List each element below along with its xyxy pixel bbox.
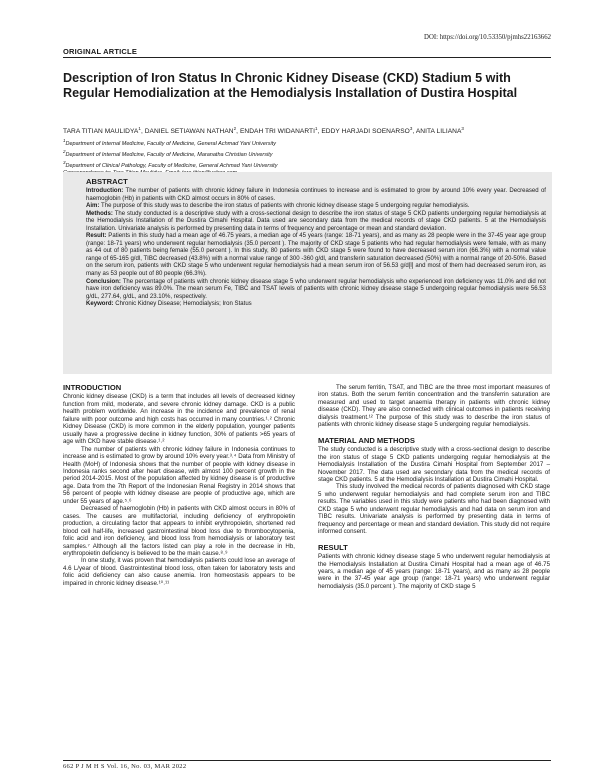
author-name: DANIEL SETIAWAN NATHAN	[144, 128, 234, 136]
body-paragraph: Decreased of haemoglobin (Hb) in patients with CKD almost occurs in 80% of cases. The causes are multifactorial, including deficiency of erythropoietin production, a circulating factor that appears to inhibit erythropoietin, shortened red blood cell half-life, increased gastrointestinal blood loss due to thrombocytopenia, folic acid and iron deficiency, and blood loss from hemodialysis or laboratory test samples.⁷ Although all the factors listed can play a role in the decrease in Hb, erythropoietin deficiency is believed to be the main cause.⁸˒⁹	[63, 505, 295, 557]
body-paragraph: The number of patients with chronic kidney failure in Indonesia continues to increase and is estimated to grow by around 10% every year.³˒⁴ Data from Ministry of Health (MoH) of Indonesia shows that the number of people with kidney disease in Indonesia ranks second after heart disease, with almost 100 percent growth in the period 2014-2015. Most of the population affected by kidney disease is of productive age. Data from the 7th Report of the Indonesian Renal Registry in 2014 shows that 56 percent of people with kidney disease are people of productive age, which are under 55 years of age.⁵˒⁶	[63, 445, 295, 505]
footer-divider	[63, 760, 551, 761]
abstract-keywords: Keyword: Chronic Kidney Disease; Hemodialysis; Iron Status	[86, 301, 252, 308]
author-name: ENDAH TRI WIDANARTI	[239, 128, 316, 136]
abstract-aim: Aim: The purpose of this study was to describe the iron status of patients with chronic kidney disease stage 5 undergoing regular hemodialysis.	[86, 203, 470, 210]
result-heading: RESULT	[318, 542, 348, 552]
abstract-result: Result: Patients in this study had a mean age of 46.75 years, a median age of 45 years (range: 18-71 years), and as many as 28 people were in the 37-45 year age group (range: 18-71 years) who underwent regular hemodialysis (35.0 percent ). The majority of CKD stage 5 patients who had regular hemodialysis were female, with as many as 44 out of 80 patients being female (55.0 percent ). In this study, 80 patients with CKD stage 5 were found to have decreased serum iron (66.3%) with a normal value range of 65-165 g/dl, TIBC decreased (43.8%) with a normal value range of 300 -360 g/dl, and transferin saturation decreased (50%) with a normal range of 20-50%. Based on the serum iron, patients with CKD stage 5 who underwent regular hemodialysis had a mean serum iron of 56.53 g/d[l] and most of them had decreased serum iron, as many as 53 people out of 80 people (66.3%).	[86, 233, 546, 278]
introduction-heading: INTRODUCTION	[63, 383, 122, 392]
body-paragraph: Chronic kidney disease (CKD) is a term that includes all levels of decreased kidney function from mild, moderate, and severe chronic kidney damage. CKD is a public health problem worldwide. An increase in the incidence and prevalence of renal failure with poor outcome and high costs has occurred in many countries.¹˒² Chronic Kidney Disease (CKD) is more common in the elderly population, younger patients usually have a progressive decline in kidney function, 30% of patients >65 years of age with CKD have stable disease.¹˒²	[63, 393, 295, 446]
body-paragraph: This study involved the medical records of patients diagnosed with CKD stage 5 who underwent regular hemodialysis and had complete serum iron and TIBC results. The variables used in this study were patients who had been diagnosed with CKD stage 5 who underwent regular hemodialysis and had data on serum iron and TIBC results. Univariate analysis is performed by presenting data in terms of frequency and percentage or mean and standard deviation. This study did not require informed consent.	[318, 483, 550, 536]
article-type-label: ORIGINAL ARTICLE	[63, 47, 138, 56]
header-divider	[63, 57, 551, 58]
abstract-conclusion: Conclusion: The percentage of patients with chronic kidney disease stage 5 who underwent regular hemodialysis who experienced iron deficiency was 11.0% and did not have iron deficiency was 89.0%. The mean serum Fe, TIBC and TSAT levels of patients with chronic kidney disease stage 5 undergoing regular hemodialysis were 56.53 g/dL, 277.64, g/dL, and 23.10%, respectively.	[86, 278, 546, 300]
affiliation: $^3$Department of Clinical Pathology, Faculty of Medicine, General Achmad Yani University	[63, 160, 278, 169]
abstract-introduction: Introduction: The number of patients with chronic kidney failure in Indonesia continues to increase and is estimated to grow by around 10% every year. Decreased of haemoglobin (Hb) in patients with CKD almost occurs in 80% of cases.	[86, 188, 546, 202]
body-paragraph: The serum ferritin, TSAT, and TIBC are the three most important measures of iron status. Both the serum ferritin concentration and the transferrin saturation are measured and used to target anaemia therapy in patients with chronic kidney disease (CKD). They are also connected with clinical outcomes in patients receiving dialysis treatment.¹² The purpose of this study was to describe the iron status of patients with chronic kidney disease stage 5 undergoing regular hemodialysis.	[318, 384, 550, 429]
affiliation: $^1$Department of Internal Medicine, Faculty of Medicine, General Achmad Yani University	[63, 138, 277, 147]
doi-link[interactable]: DOI: https://doi.org/10.53350/pjmhs22163662	[424, 34, 551, 41]
body-paragraph: The study conducted is a descriptive study with a cross-sectional design to describe the iron status of stage 5 CKD patients undergoing regular hemodialysis at the Hemodialysis Installation of the Dustira Cimahi Hospital from September 2017 – November 2017. The data used are secondary data from the medical records of stage CKD patients. 5 at the Hemodialysis Installation at Dustira Cimahi Hospital.	[318, 446, 550, 483]
affiliation: $^2$Department of Internal Medicine, Faculty of Medicine, Maranatha Christian University	[63, 149, 273, 158]
author-name: ANITA LILIANA	[415, 128, 462, 136]
author-list: TARA TITIAN MAULIDYA$^1$, DANIEL SETIAWAN NATHAN$^2$, ENDAH TRI WIDANARTI$^1$, EDDY HARJADI SOENARSO$^3$, ANITA LILIANA$^3$	[63, 126, 464, 136]
body-paragraph: Patients with chronic kidney disease stage 5 who underwent regular hemodialysis at the Hemodialysis Installation at Dustira Cimahi Hospital had a mean age of 46.75 years, a median age of 45 years (range: 18-71 years), and as many as 28 people were in the 37-45 year age group (range: 18-71 years) who underwent regular hemodialysis (35.0 percent ). The majority of CKD stage 5	[318, 553, 550, 590]
methods-heading: MATERIAL AND METHODS	[318, 435, 415, 445]
page-footer: 662 P J M H S Vol. 16, No. 03, MAR 2022	[63, 763, 187, 770]
abstract-box	[63, 172, 552, 374]
article-title: Description of Iron Status In Chronic Kidney Disease (CKD) Stadium 5 with Regular Hemodialization at the Hemodialysis Installation of Dustira Hospital	[63, 71, 518, 101]
body-paragraph: In one study, it was proven that hemodialysis patients could lose an average of 4.6 L/year of blood. Gastrointestinal blood loss, often taken for laboratory tests and folic acid deficiency can also cause anemia. Iron homeostasis appears to be impaired in chronic kidney disease.¹⁰˒¹¹	[63, 557, 295, 587]
author-name: EDDY HARJADI SOENARSO	[321, 128, 410, 136]
abstract-methods: Methods: The study conducted is a descriptive study with a cross-sectional design to describe the iron status of stage 5 CKD patients undergoing regular hemodialysis at the Hemodialysis Installation of the Dustira Cimahi Hospital. Data used are secondary data from the medical records of stage CKD patients. 5 at the Hemodialysis Installation. Univariate analysis is performed by presenting data in terms of frequency and percentage or mean and standard deviation.	[86, 210, 546, 232]
left-column	[63, 384, 295, 587]
abstract-heading: ABSTRACT	[86, 177, 128, 186]
author-name: TARA TITIAN MAULIDYA	[63, 128, 139, 136]
right-column	[318, 384, 550, 590]
